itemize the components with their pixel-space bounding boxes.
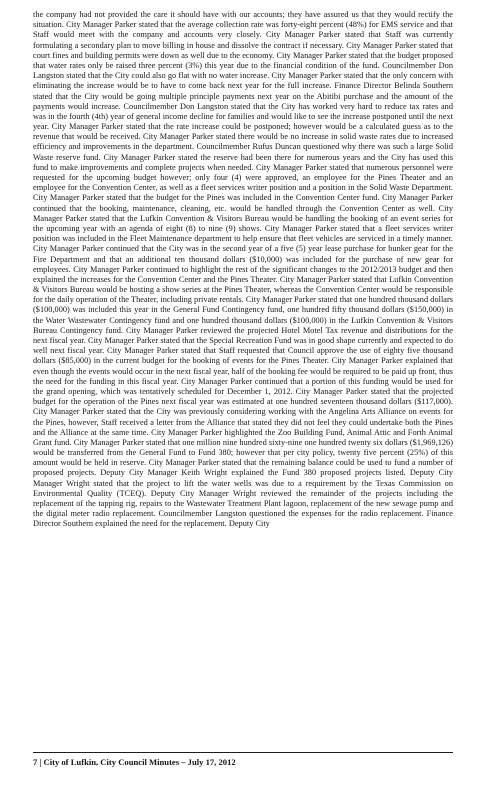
- page-footer: 7 | City of Lufkin, City Council Minutes – July 17, 2012: [33, 752, 453, 767]
- minutes-body-text: the company had not provided the care it should have with our accounts; they have assured us that they would rectify the situation. City Manager Parker stated that the average collection rate was forty-eight percent (48%) for EMS service and that Staff would meet with the company and accounts very closely. City Manager Parker stated that Staff was currently formulating a secondary plan to move billing in house and dissolve the contract if necessary. City Manager Parker stated that court fines and building permits were down as well due to the economy. City Manager Parker stated that the budget proposed that water rates only be raised three percent (3%) this year due to the financial condition of the fund. Councilmember Don Langston stated that the City could also go flat with no water increase. City Manager Parker stated that the only concern with eliminating the increase would be to have to come back next year for the full increase. Finance Director Belinda Southern stated that the City would be going multiple principle payments next year on the Abitibi purchase and the amount of the payments would increase. Councilmember Don Langston stated that the City has worked very hard to reduce tax rates and was in the fourth (4th) year of general income decline for families and would like to see the increase postponed until the next year. City Manager Parker stated that the rate increase could be postponed; however would be a calculated guess as to the revenue that would be received. City Manager Parker stated there would be no increase in solid waste rates due to increased efficiency and improvements in the department. Councilmember Rufus Duncan questioned why there was such a large Solid Waste reserve fund. City Manager Parker stated the reserve had been there for numerous years and the City has used this fund to make improvements and complete projects when needed. City Manager Parker stated that numerous personnel were requested for the upcoming budget however; only four (4) were approved, an employee for the Pines Theater and an employee for the Convention Center, as well as a fleet services writer position and a position in the Solid Waste Department. City Manager Parker stated that the budget for the Pines was included in the Convention Center fund. City Manager Parker continued that the booking, maintenance, cleaning, etc. would be handled through the Convention Center as well. City Manager Parker stated that the Lufkin Convention & Visitors Bureau would be handling the booking of an event series for the upcoming year with an agenda of eight (8) to nine (9) shows. City Manager Parker stated that a fleet services writer position was included in the Fleet Maintenance department to help ensure that fleet vehicles are serviced in a timely manner. City Manager Parker continued that the City was in the second year of a five (5) year lease purchase for bunker gear for the Fire Department and that an additional ten thousand dollars ($10,000) was included for the purchase of new gear for employees. City Manager Parker continued to highlight the rest of the significant changes to the 2012/2013 budget and then explained the increases for the Convention Center and the Pines Theater. City Manager Parker stated that Lufkin Convention & Visitors Bureau would be hosting a show series at the Pines Theater, whereas the Convention Center would be responsible for the daily operation of the Theater, including private rentals. City Manager Parker stated that one hundred thousand dollars ($100,000) was included this year in the General Fund Contingency fund, one hundred fifty thousand dollars ($150,000) in the Water Wastewater Contingency fund and one hundred thousand dollars ($100,000) in the Lufkin Convention & Visitors Bureau Contingency fund. City Manager Parker reviewed the projected Hotel Motel Tax revenue and distributions for the next fiscal year. City Manager Parker stated that the Special Recreation Fund was in good shape currently and expected to do well next fiscal year. City Manager Parker stated that Staff requested that Council approve the use of eighty five thousand dollars ($85,000) in the current budget for the booking of events for the Pines Theater. City Manager Parker explained that even though the events would occur in the next fiscal year, half of the booking fee would be required to be paid up front, thus the need for the funding in this fiscal year. City Manager Parker continued that a portion of this funding would be used for the grand opening, which was tentatively scheduled for December 1, 2012. City Manager Parker stated that the projected budget for the operation of the Pines next fiscal year was estimated at one hundred seventeen thousand dollars ($117,000). City Manager Parker stated that the City was previously considering working with the Angelina Arts Alliance on events for the Pines, however, Staff received a letter from the Alliance that stated they did not feel they could undertake both the Pines and the Alliance at the same time. City Manager Parker highlighted the Zoo Building Fund, Animal Attic and Forth Animal Grant fund. City Manager Parker stated that one million nine hundred sixty-nine one hundred twenty six dollars ($1,969,126) would be transferred from the General Fund to Fund 380; however that per city policy, twenty five percent (25%) of this amount would be held in reserve. City Manager Parker stated that the remaining balance could be used to fund a number of proposed projects. Deputy City Manager Keith Wright explained the Fund 380 proposed projects listed. Deputy City Manager Wright stated that the project to lift the water wells was due to a requirement by the Texas Commission on Environmental Quality (TCEQ). Deputy City Manager Wright reviewed the remainder of the projects including the replacement of the tapping rig, repairs to the Wastewater Treatment Plant lagoon, replacement of the new sewage pump and the digital meter radio replacement. Councilmember Langston questioned the expenses for the radio replacement. Finance Director Southern explained the need for the replacement. Deputy City: [33, 10, 453, 529]
